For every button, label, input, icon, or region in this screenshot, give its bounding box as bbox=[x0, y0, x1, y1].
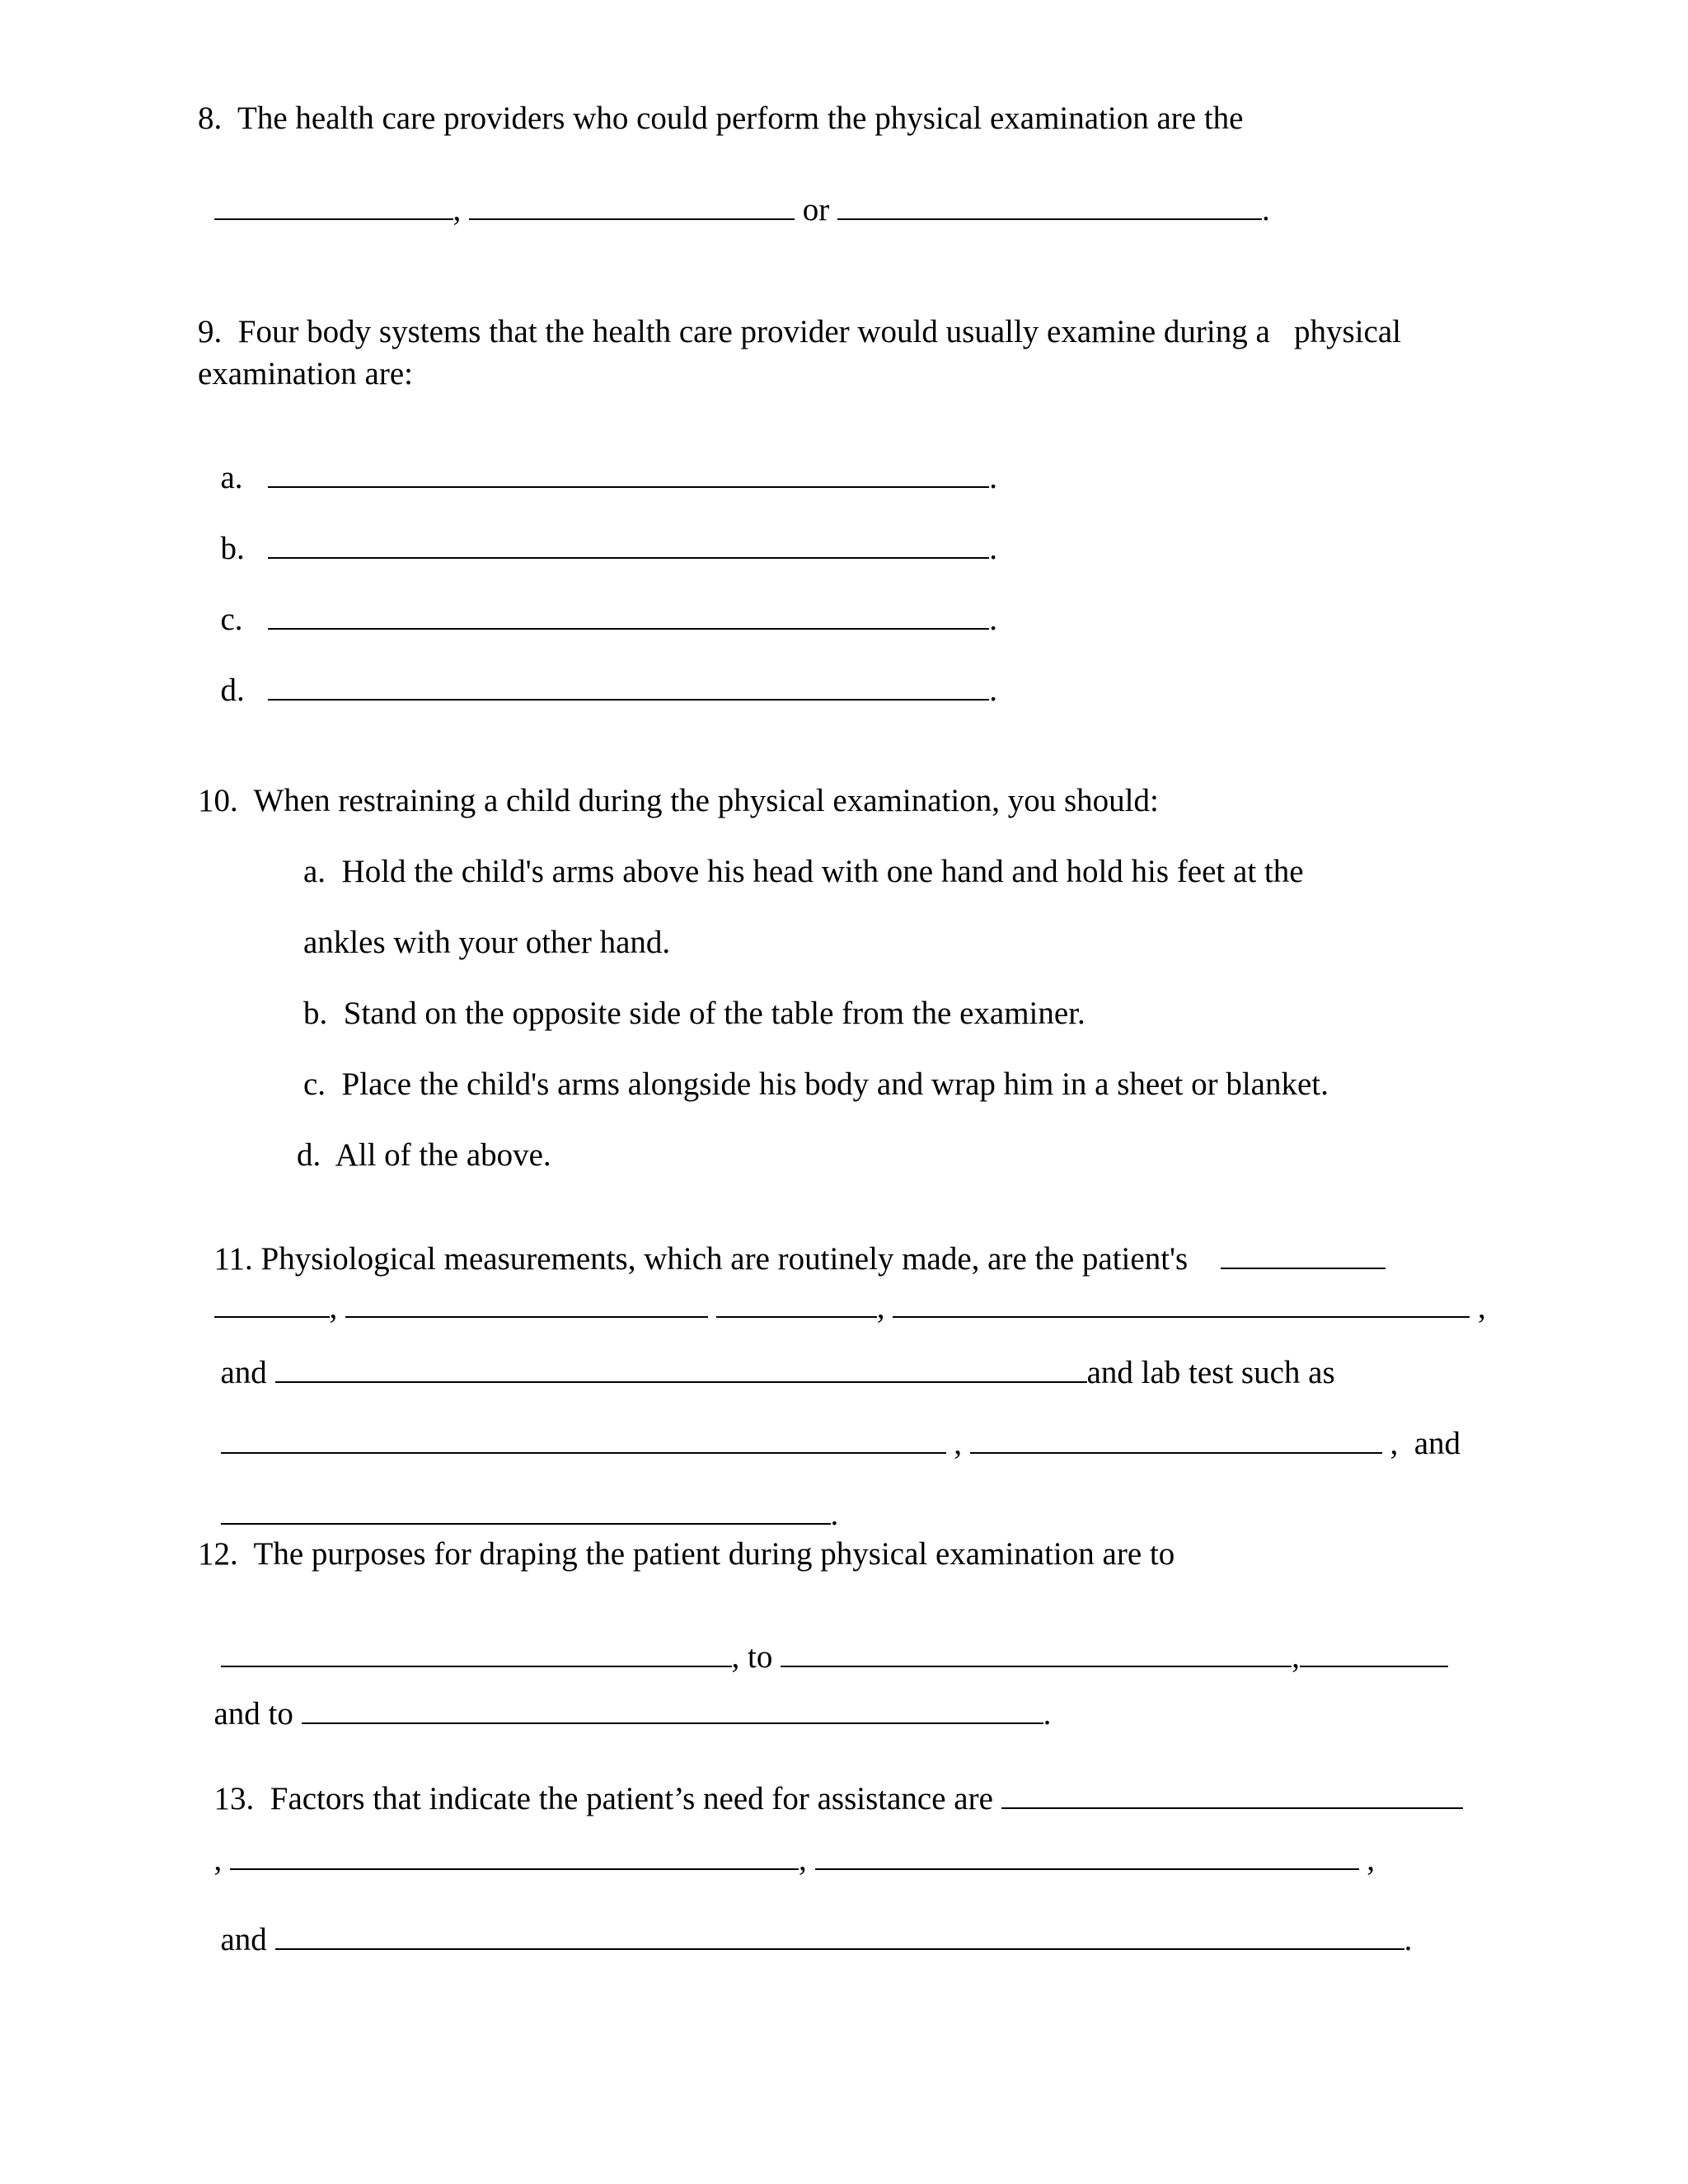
answer-blank[interactable] bbox=[469, 218, 795, 220]
answer-blank[interactable] bbox=[970, 1451, 1382, 1454]
question-11-line-3: and and lab test such as bbox=[220, 1355, 1335, 1390]
question-9-item: d. . bbox=[220, 673, 997, 708]
question-9-item: a. . bbox=[220, 460, 997, 495]
answer-blank[interactable] bbox=[815, 1868, 1359, 1870]
question-11-line-4: , , and bbox=[204, 1395, 1461, 1460]
answer-blank[interactable] bbox=[1300, 1665, 1448, 1667]
question-10-stem: 10. When restraining a child during the physical examination, you should: bbox=[198, 783, 1159, 818]
answer-blank[interactable] bbox=[221, 1451, 946, 1454]
answer-blank[interactable] bbox=[1001, 1807, 1463, 1809]
question-10-option-a-cont: ankles with your other hand. bbox=[303, 925, 671, 960]
answer-blank[interactable] bbox=[837, 218, 1262, 220]
answer-blank[interactable] bbox=[345, 1315, 708, 1318]
question-13-line-3: and . bbox=[220, 1922, 1413, 1957]
question-13-stem: 13. Factors that indicate the patient’s need for assistance are bbox=[198, 1750, 1463, 1815]
answer-blank[interactable] bbox=[221, 1522, 831, 1525]
question-12-line-2: , to , bbox=[204, 1609, 1448, 1673]
question-11-line-5: . bbox=[204, 1466, 838, 1530]
answer-blank[interactable] bbox=[716, 1315, 877, 1318]
question-8-stem: 8. The health care providers who could perform the physical examination are the bbox=[198, 101, 1244, 136]
question-8-answer-line: , or . bbox=[198, 162, 1270, 226]
answer-blank[interactable] bbox=[268, 698, 989, 701]
question-12-stem: 12. The purposes for draping the patient during physical examination are to bbox=[198, 1536, 1175, 1572]
question-9-stem-cont: examination are: bbox=[198, 356, 413, 391]
question-13-line-2: , , , bbox=[213, 1842, 1375, 1877]
question-10-option-d: d. All of the above. bbox=[297, 1137, 551, 1173]
answer-blank[interactable] bbox=[268, 485, 989, 488]
answer-blank[interactable] bbox=[268, 556, 989, 559]
answer-blank[interactable] bbox=[893, 1315, 1470, 1318]
question-10-option-b: b. Stand on the opposite side of the table from the examiner. bbox=[303, 996, 1085, 1031]
question-10-option-a: a. Hold the child's arms above his head with one hand and hold his feet at the bbox=[303, 854, 1304, 889]
question-10-option-c: c. Place the child's arms alongside his body and wrap him in a sheet or blanket. bbox=[303, 1066, 1329, 1102]
question-12-line-3: and to . bbox=[213, 1696, 1052, 1732]
question-9-item: c. . bbox=[220, 602, 997, 637]
answer-blank[interactable] bbox=[268, 627, 989, 630]
question-11-line-2: , , , bbox=[198, 1259, 1486, 1324]
answer-blank[interactable] bbox=[275, 1380, 1087, 1383]
answer-blank[interactable] bbox=[275, 1947, 1404, 1950]
answer-blank[interactable] bbox=[214, 1315, 330, 1318]
question-11-stem: 11. Physiological measurements, which are routinely made, are the patient's bbox=[198, 1211, 1386, 1275]
question-9-stem: 9. Four body systems that the health care provider would usually examine during a physical bbox=[198, 314, 1402, 349]
answer-blank[interactable] bbox=[230, 1868, 799, 1870]
answer-blank[interactable] bbox=[214, 218, 453, 220]
question-9-item: b. . bbox=[220, 531, 997, 566]
answer-blank[interactable] bbox=[302, 1722, 1043, 1724]
